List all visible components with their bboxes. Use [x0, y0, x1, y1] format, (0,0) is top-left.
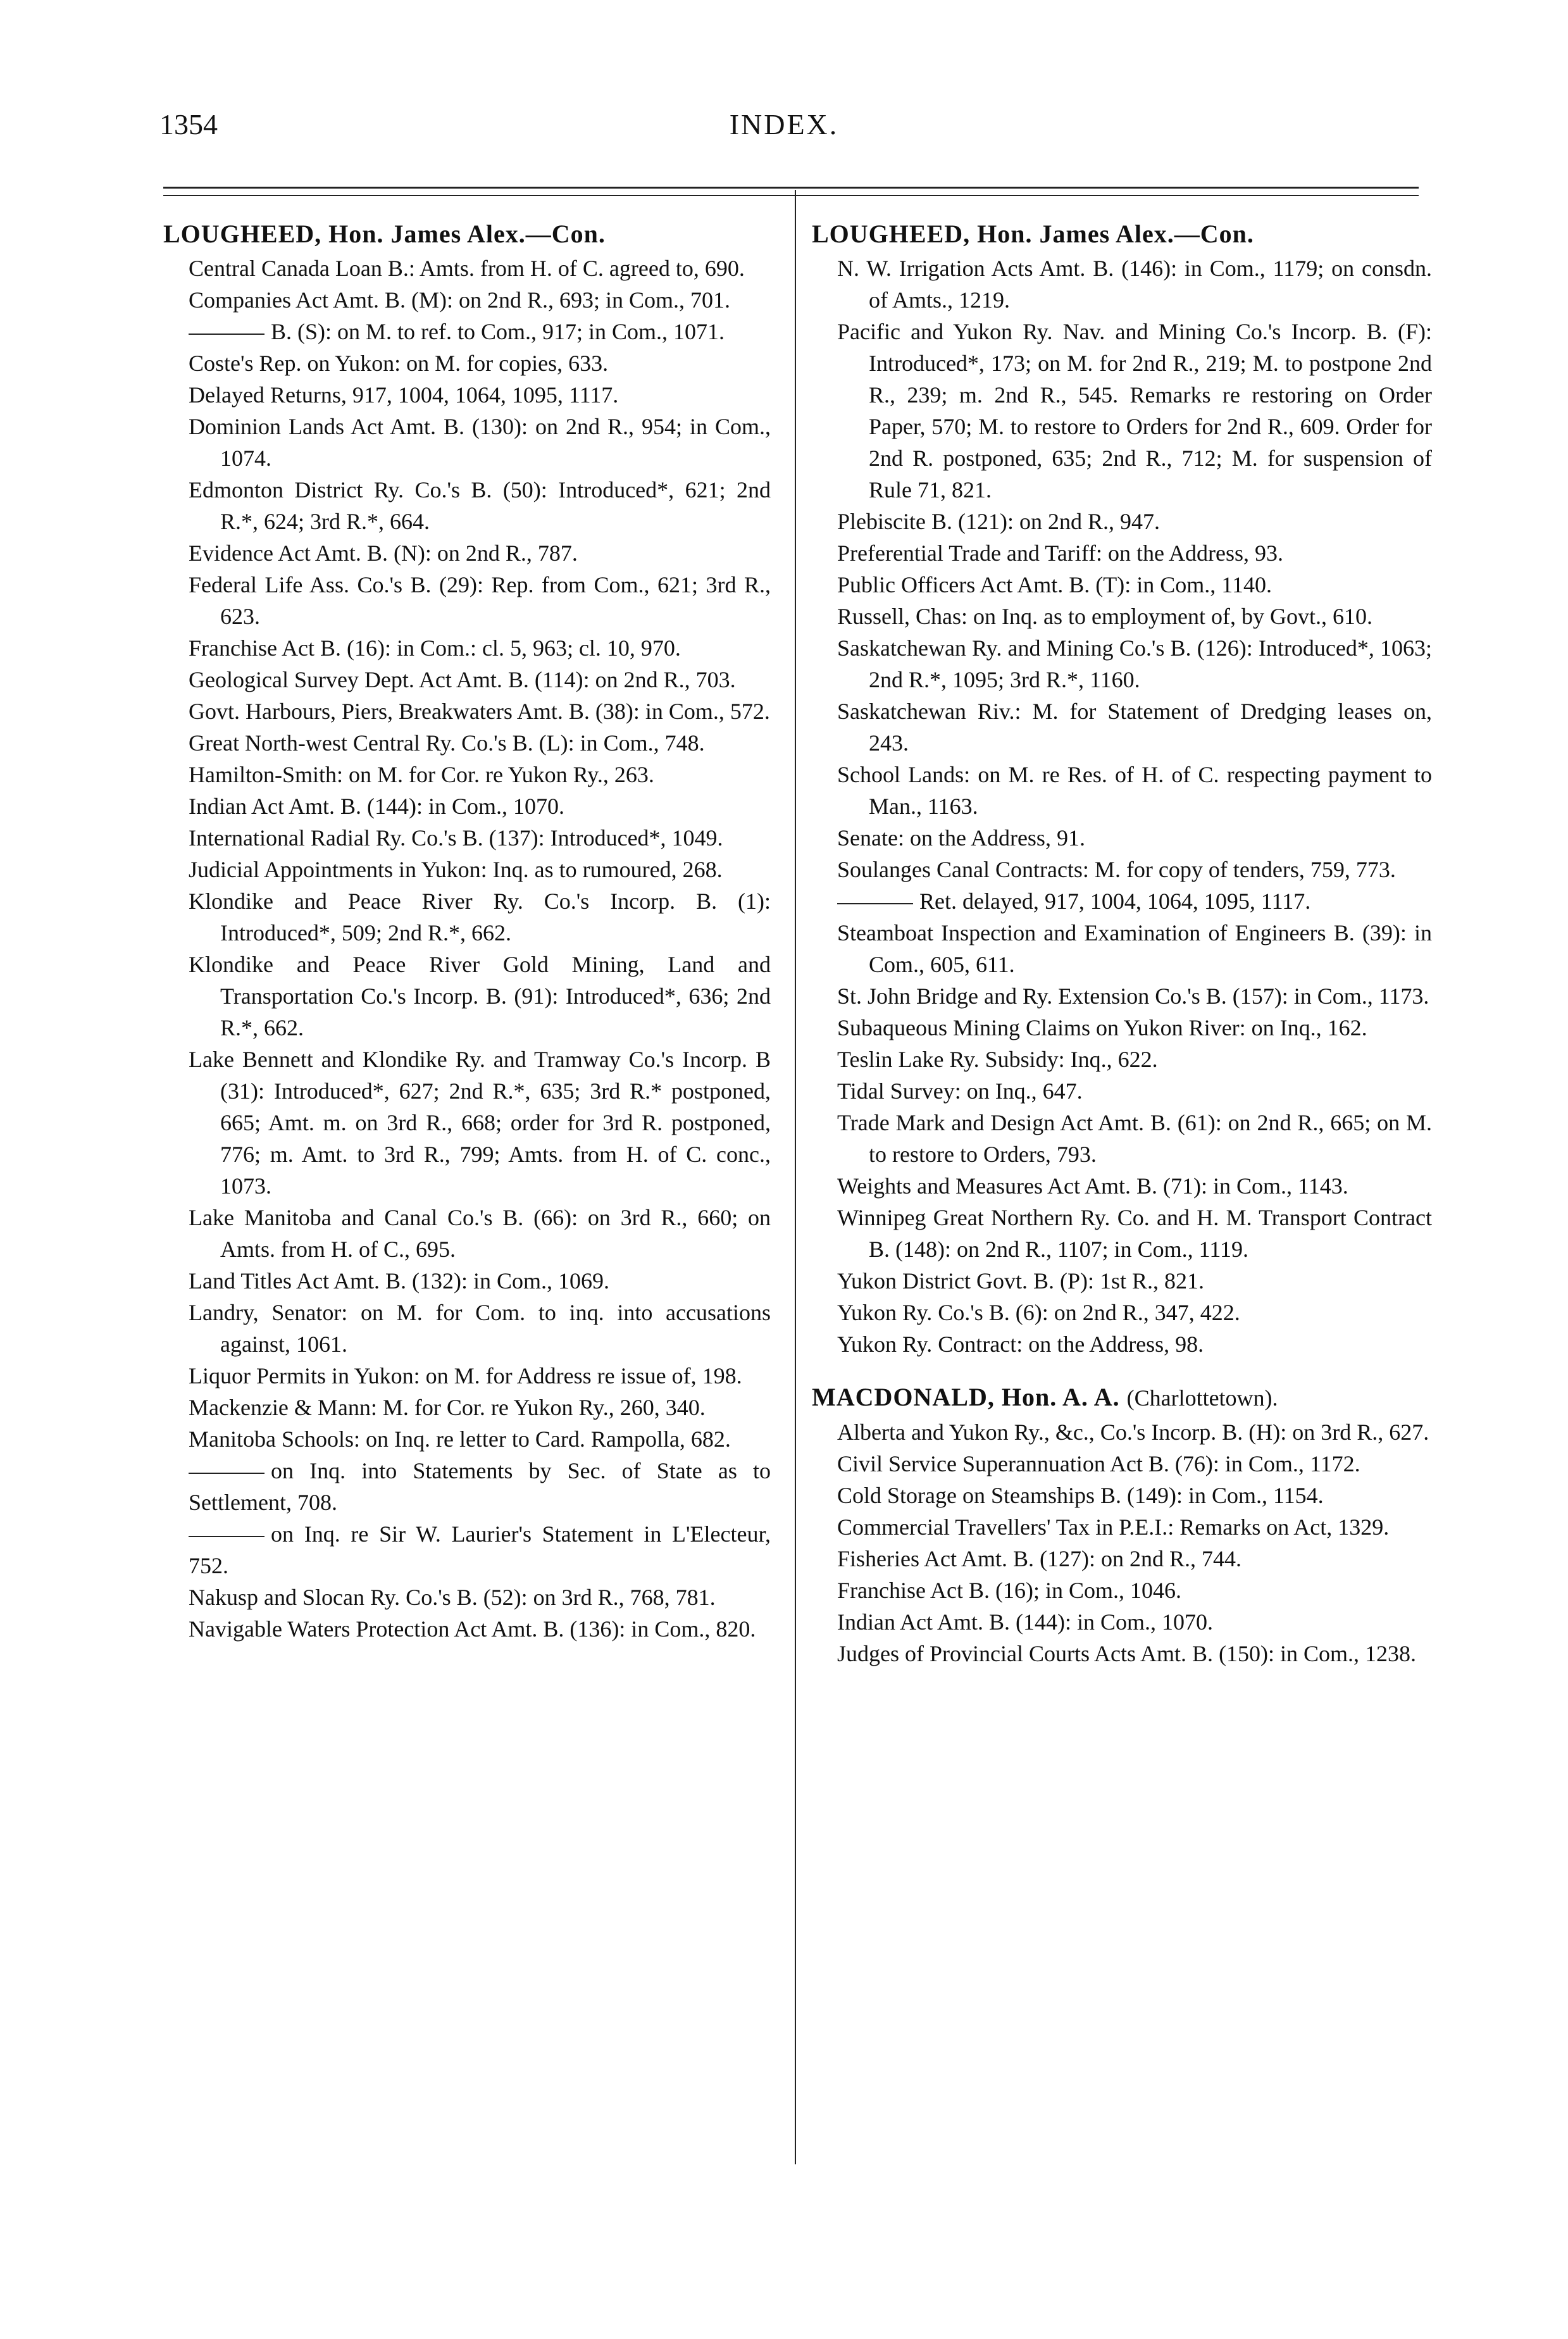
index-entry: [812, 854, 1432, 885]
index-entry: [163, 885, 771, 949]
entry-text: Soulanges Canal Contracts: M. for copy of tenders, 759, 773.: [837, 857, 1396, 882]
entry-text: Liquor Permits in Yukon: on M. for Address re issue of, 198.: [189, 1363, 742, 1388]
entry-text: Landry, Senator: on M. for Com. to inq. into accusations against, 1061.: [189, 1300, 771, 1357]
index-entries: [812, 253, 1432, 1360]
entry-text: Yukon Ry. Contract: on the Address, 98.: [837, 1332, 1204, 1357]
entry-text: Edmonton District Ry. Co.'s B. (50): Introduced*, 621; 2nd R.*, 624; 3rd R.*, 664.: [189, 477, 771, 534]
entry-text: Manitoba Schools: on Inq. re letter to Card. Rampolla, 682.: [189, 1426, 731, 1452]
entry-text: St. John Bridge and Ry. Extension Co.'s B. (157): in Com., 1173.: [837, 983, 1429, 1009]
index-entry: [812, 1575, 1432, 1606]
entry-text: Yukon District Govt. B. (P): 1st R., 821.: [837, 1268, 1205, 1294]
entry-text: Franchise Act B. (16): in Com.: cl. 5, 963; cl. 10, 970.: [189, 635, 681, 661]
index-entry: [163, 284, 771, 316]
heading-note: (Charlottetown).: [1126, 1385, 1278, 1411]
index-entry: [812, 1202, 1432, 1265]
index-entry: [163, 1423, 771, 1455]
heading-name: MACDONALD, Hon. A. A.: [812, 1383, 1120, 1411]
page-number: 1354: [159, 108, 218, 140]
entry-text: Govt. Harbours, Piers, Breakwaters Amt. B. (38): in Com., 572.: [189, 699, 770, 724]
entry-text: Geological Survey Dept. Act Amt. B. (114): on 2nd R., 703.: [189, 667, 736, 692]
entry-text: Indian Act Amt. B. (144): in Com., 1070.: [189, 794, 564, 819]
index-entry: [812, 601, 1432, 632]
entry-text: Indian Act Amt. B. (144): in Com., 1070.: [837, 1609, 1213, 1635]
index-entry: [812, 1511, 1432, 1543]
ditto-dash: [189, 1536, 264, 1537]
page-header: [0, 108, 1568, 158]
index-entry: [163, 1518, 771, 1581]
entry-text: Lake Bennett and Klondike Ry. and Tramway Co.'s Incorp. B (31): Introduced*, 627; 2nd R.*, 635; 3rd R.* postponed, 665; Amt. m. on 3rd R., 668; order for 3rd R. postponed, 776; m. Amt. to 3rd R., 799; Amts. from H. of C. conc., 1073.: [189, 1047, 771, 1199]
index-entry: [163, 537, 771, 569]
entry-text: Federal Life Ass. Co.'s B. (29): Rep. from Com., 621; 3rd R., 623.: [189, 572, 771, 629]
index-entry: [163, 1613, 771, 1645]
index-entry: [812, 695, 1432, 759]
entry-text: Dominion Lands Act Amt. B. (130): on 2nd R., 954; in Com., 1074.: [189, 414, 771, 471]
entry-text: Fisheries Act Amt. B. (127): on 2nd R., 744.: [837, 1546, 1241, 1571]
index-entry: [163, 316, 771, 347]
index-entry: [812, 253, 1432, 316]
index-entry: [812, 569, 1432, 601]
entry-text: Preferential Trade and Tariff: on the Address, 93.: [837, 540, 1284, 566]
index-entry: [812, 1044, 1432, 1075]
entry-text: Evidence Act Amt. B. (N): on 2nd R., 787.: [189, 540, 578, 566]
index-entry: [163, 474, 771, 537]
entry-text: Cold Storage on Steamships B. (149): in Com., 1154.: [837, 1483, 1324, 1508]
index-entry: [812, 1297, 1432, 1328]
entry-text: Judicial Appointments in Yukon: Inq. as to rumoured, 268.: [189, 857, 723, 882]
right-column: [812, 218, 1432, 1669]
entry-text: Saskatchewan Ry. and Mining Co.'s B. (126): Introduced*, 1063; 2nd R.*, 1095; 3rd R.*, 1160.: [837, 635, 1432, 692]
entry-text: Weights and Measures Act Amt. B. (71): in Com., 1143.: [837, 1173, 1348, 1199]
column-divider: [795, 190, 796, 2164]
index-entry: [163, 1581, 771, 1613]
ditto-dash: [189, 1473, 264, 1474]
left-column: [163, 218, 771, 1645]
entry-text: B. (S): on M. to ref. to Com., 917; in Com., 1071.: [271, 319, 725, 344]
ditto-dash: [837, 903, 913, 904]
entry-text: Great North-west Central Ry. Co.'s B. (L): in Com., 748.: [189, 730, 705, 756]
index-entry: [163, 1202, 771, 1265]
entry-text: Plebiscite B. (121): on 2nd R., 947.: [837, 509, 1160, 534]
entry-text: Teslin Lake Ry. Subsidy: Inq., 622.: [837, 1047, 1158, 1072]
index-entry: [812, 885, 1432, 917]
entry-text: Trade Mark and Design Act Amt. B. (61): on 2nd R., 665; on M. to restore to Orders, 793.: [837, 1110, 1432, 1167]
index-entry: [812, 1328, 1432, 1360]
index-entry: [163, 727, 771, 759]
entry-text: Klondike and Peace River Ry. Co.'s Incorp. B. (1): Introduced*, 509; 2nd R.*, 662.: [189, 889, 771, 945]
entry-text: Senate: on the Address, 91.: [837, 825, 1085, 851]
index-entry: [812, 316, 1432, 506]
index-entry: [812, 1606, 1432, 1638]
entry-text: on Inq. into Statements by Sec. of State as to Settlement, 708.: [189, 1458, 771, 1515]
index-entry: [163, 1360, 771, 1392]
index-entry: [163, 632, 771, 664]
index-entry: [812, 1416, 1432, 1448]
index-entry: [163, 569, 771, 632]
index-entry: [812, 1448, 1432, 1480]
index-entry: [163, 1392, 771, 1423]
index-entry: [163, 695, 771, 727]
entry-text: N. W. Irrigation Acts Amt. B. (146): in Com., 1179; on consdn. of Amts., 1219.: [837, 256, 1432, 313]
index-entry: [163, 411, 771, 474]
ditto-dash: [189, 334, 264, 335]
index-entry: [812, 1543, 1432, 1575]
entry-text: Hamilton-Smith: on M. for Cor. re Yukon Ry., 263.: [189, 762, 654, 787]
entry-text: on Inq. re Sir W. Laurier's Statement in L'Electeur, 752.: [189, 1521, 771, 1578]
index-entry: [163, 347, 771, 379]
entry-text: Lake Manitoba and Canal Co.'s B. (66): on 3rd R., 660; on Amts. from H. of C., 695.: [189, 1205, 771, 1262]
entry-text: Judges of Provincial Courts Acts Amt. B. (150): in Com., 1238.: [837, 1641, 1416, 1666]
entry-text: Companies Act Amt. B. (M): on 2nd R., 693; in Com., 701.: [189, 287, 731, 313]
entry-text: Franchise Act B. (16); in Com., 1046.: [837, 1578, 1181, 1603]
entry-text: Yukon Ry. Co.'s B. (6): on 2nd R., 347, 422.: [837, 1300, 1240, 1325]
entry-text: Klondike and Peace River Gold Mining, Land and Transportation Co.'s Incorp. B. (91): Introduced*, 636; 2nd R.*, 662.: [189, 952, 771, 1040]
entry-text: School Lands: on M. re Res. of H. of C. respecting payment to Man., 1163.: [837, 762, 1432, 819]
entry-text: Russell, Chas: on Inq. as to employment of, by Govt., 610.: [837, 604, 1372, 629]
index-entry: [812, 1012, 1432, 1044]
entry-text: Tidal Survey: on Inq., 647.: [837, 1078, 1083, 1104]
index-entry: [812, 1265, 1432, 1297]
entry-text: Public Officers Act Amt. B. (T): in Com., 1140.: [837, 572, 1272, 597]
index-heading: LOUGHEED, Hon. James Alex.—Con.: [812, 220, 1254, 248]
entry-text: Delayed Returns, 917, 1004, 1064, 1095, 1117.: [189, 382, 619, 408]
index-entry: [812, 822, 1432, 854]
index-heading-macdonald: [812, 1382, 1432, 1414]
entry-text: Ret. delayed, 917, 1004, 1064, 1095, 1117.: [919, 889, 1311, 914]
index-entry: [163, 1455, 771, 1518]
index-entry: [163, 759, 771, 790]
entry-text: Winnipeg Great Northern Ry. Co. and H. M. Transport Contract B. (148): on 2nd R., 1107; in Com., 1119.: [837, 1205, 1432, 1262]
index-entry: [812, 506, 1432, 537]
entry-text: Subaqueous Mining Claims on Yukon River: on Inq., 162.: [837, 1015, 1367, 1040]
index-entry: [163, 790, 771, 822]
index-entry: [812, 759, 1432, 822]
entry-text: Land Titles Act Amt. B. (132): in Com., 1069.: [189, 1268, 610, 1294]
entry-text: Mackenzie & Mann: M. for Cor. re Yukon Ry., 260, 340.: [189, 1395, 706, 1420]
index-entry: [163, 253, 771, 284]
index-entry: [812, 1638, 1432, 1669]
index-entry: [163, 854, 771, 885]
index-entry: [163, 1044, 771, 1202]
index-entries: [163, 253, 771, 1645]
index-entry: [163, 1297, 771, 1360]
index-entry: [812, 1107, 1432, 1170]
entry-text: Navigable Waters Protection Act Amt. B. (136): in Com., 820.: [189, 1616, 756, 1642]
entry-text: Steamboat Inspection and Examination of Engineers B. (39): in Com., 605, 611.: [837, 920, 1432, 977]
entry-text: Alberta and Yukon Ry., &c., Co.'s Incorp. B. (H): on 3rd R., 627.: [837, 1419, 1429, 1445]
index-entry: [163, 1265, 771, 1297]
index-entry: [812, 980, 1432, 1012]
index-entry: [812, 537, 1432, 569]
index-entries: [812, 1416, 1432, 1669]
index-entry: [163, 379, 771, 411]
entry-text: Pacific and Yukon Ry. Nav. and Mining Co.'s Incorp. B. (F): Introduced*, 173; on M. for 2nd R., 219; M. to postpone 2nd R., 239; m. 2nd R., 545. Remarks re restoring on Order Paper, 570; M. to restore to Orders for 2nd R., 609. Order for 2nd R. postponed, 635; 2nd R., 712; M. for suspension of Rule 71, 821.: [837, 319, 1432, 502]
entry-text: Nakusp and Slocan Ry. Co.'s B. (52): on 3rd R., 768, 781.: [189, 1585, 716, 1610]
index-entry: [163, 949, 771, 1044]
entry-text: Commercial Travellers' Tax in P.E.I.: Remarks on Act, 1329.: [837, 1514, 1390, 1540]
entry-text: Coste's Rep. on Yukon: on M. for copies, 633.: [189, 351, 609, 376]
index-entry: [812, 1480, 1432, 1511]
entry-text: Saskatchewan Riv.: M. for Statement of Dredging leases on, 243.: [837, 699, 1432, 756]
entry-text: Central Canada Loan B.: Amts. from H. of C. agreed to, 690.: [189, 256, 745, 281]
entry-text: Civil Service Superannuation Act B. (76): in Com., 1172.: [837, 1451, 1360, 1476]
header-rule: [163, 187, 1419, 189]
index-heading: LOUGHEED, Hon. James Alex.—Con.: [163, 220, 606, 248]
index-entry: [812, 632, 1432, 695]
index-entry: [812, 1075, 1432, 1107]
running-title: INDEX.: [729, 108, 839, 140]
header-rule-secondary: [163, 195, 1419, 196]
index-entry: [163, 664, 771, 695]
index-entry: [812, 917, 1432, 980]
index-entry: [163, 822, 771, 854]
index-entry: [812, 1170, 1432, 1202]
entry-text: International Radial Ry. Co.'s B. (137): Introduced*, 1049.: [189, 825, 723, 851]
